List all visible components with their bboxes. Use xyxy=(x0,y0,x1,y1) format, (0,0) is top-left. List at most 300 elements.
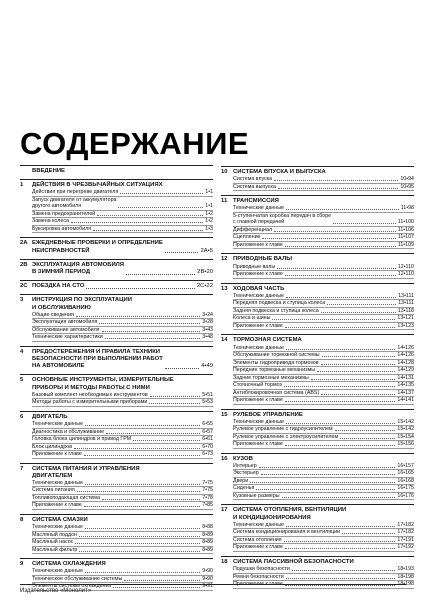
dot-leader xyxy=(286,423,395,424)
section-page-number: 2A•5 xyxy=(200,247,213,254)
entry-page-number: 15•142 xyxy=(397,426,414,433)
dot-leader xyxy=(120,193,203,194)
entry-page-number: 10•94 xyxy=(400,176,414,183)
section-heading-text xyxy=(32,561,213,568)
entry-title: Топливоподающая система xyxy=(32,494,100,501)
entry-title: Стояночный тормоз xyxy=(233,382,282,389)
section-title-row xyxy=(32,168,213,175)
toc-section xyxy=(221,409,414,449)
entry-page-number: 1•1 xyxy=(205,203,213,210)
entry-title: Блок цилиндров xyxy=(32,443,73,450)
dot-leader xyxy=(84,506,200,507)
entry-page-number: 14•131 xyxy=(397,374,414,381)
section-heading[interactable] xyxy=(20,466,213,480)
entry-page-number: 7•78 xyxy=(202,494,213,501)
dot-leader xyxy=(286,209,399,210)
section-title-row xyxy=(233,256,414,263)
entry-title: Система отопления xyxy=(233,536,282,543)
section-title: ДЕЙСТВИЯ В ЧРЕЗВЫЧАЙНЫХ СИТУАЦИЯХ xyxy=(32,182,163,189)
toc-entry[interactable] xyxy=(233,234,414,242)
toc-section xyxy=(20,259,213,276)
section-heading-text xyxy=(233,198,414,205)
entry-page-number: 14•126 xyxy=(397,352,414,359)
section-heading-text xyxy=(32,297,213,311)
entry-page-number: 13•121 xyxy=(397,315,414,322)
toc-entry[interactable] xyxy=(233,213,414,227)
dot-leader xyxy=(333,223,396,224)
section-title: КУЗОВ xyxy=(233,455,253,462)
section-number: 11 xyxy=(221,198,228,205)
dot-leader xyxy=(286,349,395,350)
toc-entry[interactable] xyxy=(32,502,213,510)
toc-entry[interactable] xyxy=(233,205,414,213)
section-heading[interactable] xyxy=(20,517,213,524)
entry-page-number: 14•128 xyxy=(397,359,414,366)
section-heading[interactable] xyxy=(20,283,213,290)
toc-entry[interactable] xyxy=(32,399,213,407)
entry-title: Масляный насос xyxy=(32,539,74,546)
section-title: СИСТЕМА СМАЗКИ xyxy=(32,516,88,523)
toc-section xyxy=(20,179,213,233)
entry-page-number: 6•55 xyxy=(202,421,213,428)
toc-entry[interactable] xyxy=(233,308,414,316)
toc-entry[interactable] xyxy=(233,485,414,493)
section-heading[interactable] xyxy=(221,337,414,344)
toc-entry[interactable] xyxy=(233,345,414,353)
section-number: 1 xyxy=(20,182,24,189)
entry-title: Сиденья xyxy=(233,485,255,492)
section-heading-text xyxy=(32,377,213,391)
toc-entry[interactable] xyxy=(233,566,414,574)
toc-entry[interactable] xyxy=(32,312,213,320)
entry-title: Элементы гидропривода тормозов xyxy=(233,359,319,366)
toc-entry[interactable] xyxy=(233,529,414,537)
section-heading[interactable] xyxy=(20,297,213,311)
toc-entry[interactable] xyxy=(233,426,414,434)
toc-section xyxy=(20,346,213,371)
toc-entry[interactable] xyxy=(32,539,213,547)
toc-entry[interactable] xyxy=(233,367,414,375)
toc-entry[interactable] xyxy=(233,227,414,235)
toc-entry[interactable] xyxy=(233,537,414,545)
entry-title: 5-ступенчатая коробка передач в сборе с главной передачей xyxy=(233,212,332,226)
toc-entry[interactable] xyxy=(233,574,414,582)
section-title: СИСТЕМА ОХЛАЖДЕНИЯ xyxy=(32,561,106,568)
section-items xyxy=(221,264,414,279)
section-heading-text xyxy=(233,559,414,566)
toc-entry[interactable] xyxy=(32,480,213,488)
toc-entry[interactable] xyxy=(32,451,213,459)
entry-title: Технические данные xyxy=(32,568,83,575)
entry-page-number: 16•175 xyxy=(397,485,414,492)
dot-leader xyxy=(322,356,396,357)
toc-entry[interactable] xyxy=(233,419,414,427)
toc-entry[interactable] xyxy=(233,441,414,449)
toc-entry[interactable] xyxy=(233,300,414,308)
toc-section xyxy=(221,195,414,249)
section-title-row xyxy=(32,561,213,568)
section-heading[interactable] xyxy=(20,414,213,421)
entry-page-number: 12•110 xyxy=(397,271,414,278)
toc-entry[interactable] xyxy=(32,334,213,342)
toc-section xyxy=(221,253,414,278)
toc-section xyxy=(221,334,414,404)
dot-leader xyxy=(327,304,396,305)
entry-title: Колеса и шины xyxy=(233,315,271,322)
entry-title: Приложение к главе xyxy=(233,241,283,248)
section-number: 2A xyxy=(20,240,28,247)
entry-page-number: 18•193 xyxy=(397,566,414,573)
entry-page-number: 11•106 xyxy=(397,226,414,233)
section-number: 7 xyxy=(20,465,24,472)
entry-title: Передняя подвеска и ступица колеса xyxy=(233,300,326,307)
section-items xyxy=(20,524,213,554)
toc-entry[interactable] xyxy=(233,463,414,471)
toc-entry[interactable] xyxy=(233,360,414,368)
entry-page-number: 5•53 xyxy=(202,399,213,406)
dot-leader xyxy=(124,580,200,581)
entry-title: Ремни безопасности xyxy=(233,573,284,580)
section-items xyxy=(20,480,213,510)
dot-leader xyxy=(97,215,203,216)
section-heading[interactable] xyxy=(221,412,414,419)
section-number: 9 xyxy=(20,561,24,568)
section-number: 6 xyxy=(20,413,24,420)
entry-title: Передние тормозные механизмы xyxy=(233,367,316,374)
section-items xyxy=(221,463,414,501)
toc-section xyxy=(20,280,213,290)
dot-leader xyxy=(85,484,200,485)
entry-title: Сцепление xyxy=(233,234,261,241)
entry-page-number: 8•89 xyxy=(202,546,213,553)
section-title: ТРАНСМИССИЯ xyxy=(233,198,279,205)
toc-section xyxy=(221,504,414,551)
toc-entry[interactable] xyxy=(233,434,414,442)
toc-entry[interactable] xyxy=(32,568,213,576)
dot-leader xyxy=(335,430,396,431)
entry-title: Запуск двигателя от аккумулятора другого автомобиля xyxy=(32,196,117,210)
entry-page-number: 6•57 xyxy=(202,428,213,435)
section-heading[interactable] xyxy=(20,240,213,254)
toc-entry[interactable] xyxy=(233,382,414,390)
entry-title: Технические данные xyxy=(233,205,284,212)
entry-title: Двери xyxy=(233,477,249,484)
section-heading-text xyxy=(233,256,414,263)
toc-section xyxy=(20,374,213,406)
entry-title: Масляный поддон xyxy=(32,531,77,538)
section-title-row xyxy=(233,337,414,344)
section-title: ЕЖЕДНЕВНЫЕ ПРОВЕРКИ И ОПРЕДЕЛЕНИЕ НЕИСПРАВНОСТЕЙ xyxy=(32,240,163,254)
section-number: 5 xyxy=(20,377,24,384)
toc-entry[interactable] xyxy=(233,264,414,272)
section-number: 2B xyxy=(20,261,28,268)
entry-title: Замена предохранителей xyxy=(32,210,96,217)
entry-page-number: 17•191 xyxy=(397,536,414,543)
toc-entry[interactable] xyxy=(233,293,414,301)
section-title: ЭКСПЛУАТАЦИЯ АВТОМОБИЛЯ В ЗИМНИЙ ПЕРИОД xyxy=(32,261,125,276)
toc-entry[interactable] xyxy=(32,421,213,429)
section-heading[interactable] xyxy=(20,561,213,568)
dot-leader xyxy=(93,230,203,231)
toc-entry[interactable] xyxy=(32,429,213,437)
section-title-row xyxy=(233,286,414,293)
dot-leader xyxy=(105,338,201,339)
section-heading[interactable] xyxy=(20,377,213,391)
dot-leader xyxy=(282,497,396,498)
section-title: ИНСТРУКЦИЯ ПО ЭКСПЛУАТАЦИИ И ОБСЛУЖИВАНИЮ xyxy=(32,297,132,311)
entry-title: Рулевое управление с гидроусилителем xyxy=(233,426,333,433)
dot-leader xyxy=(286,578,396,579)
entry-title: Диагностика и обслуживание xyxy=(32,428,105,435)
section-heading[interactable] xyxy=(221,198,414,205)
entry-title: Приводные валы xyxy=(233,263,276,270)
dot-leader xyxy=(284,386,396,387)
section-title-row xyxy=(32,377,213,391)
entry-title: Технические данные xyxy=(233,292,284,299)
toc-entry[interactable] xyxy=(32,547,213,555)
dot-leader xyxy=(149,403,200,404)
section-items xyxy=(221,293,414,331)
section-title-row xyxy=(32,283,213,290)
entry-page-number: 7•75 xyxy=(202,487,213,494)
toc-entry[interactable] xyxy=(32,524,213,532)
dot-leader xyxy=(340,438,395,439)
dot-leader xyxy=(102,499,200,500)
entry-page-number: 13•111 xyxy=(398,292,414,299)
toc-entry[interactable] xyxy=(233,315,414,323)
entry-page-number: 5•51 xyxy=(202,391,213,398)
entry-title: Технические данные xyxy=(233,418,284,425)
section-title: ВВЕДЕНИЕ xyxy=(32,168,65,174)
entry-page-number: 3•28 xyxy=(202,319,213,326)
dot-leader xyxy=(79,536,200,537)
toc-entry[interactable] xyxy=(32,495,213,503)
section-heading-text xyxy=(32,466,213,480)
section-title: СИСТЕМА ПИТАНИЯ И УПРАВЛЕНИЯ ДВИГАТЕЛЕМ xyxy=(32,465,140,479)
toc-entry[interactable] xyxy=(32,226,213,234)
entry-title: Приложение к главе xyxy=(32,502,82,509)
toc-entry[interactable] xyxy=(233,242,414,250)
entry-page-number: 6•70 xyxy=(202,443,213,450)
entry-title: Приложение к главе xyxy=(233,441,283,448)
entry-page-number: 13•111 xyxy=(398,300,414,307)
publisher-footer: Издательство «Монолит» xyxy=(20,584,406,594)
dot-leader xyxy=(76,316,200,317)
section-heading[interactable] xyxy=(20,168,213,175)
dot-leader xyxy=(317,371,395,372)
section-heading-text xyxy=(32,168,213,175)
entry-title: Буксировка автомобиля xyxy=(32,225,92,232)
section-title-row xyxy=(233,198,414,205)
dot-leader xyxy=(292,570,396,571)
section-heading[interactable] xyxy=(221,507,414,521)
section-heading[interactable] xyxy=(221,286,414,293)
entry-page-number: 9•90 xyxy=(202,568,213,575)
entry-page-number: 14•135 xyxy=(397,382,414,389)
toc-entry[interactable] xyxy=(32,576,213,584)
entry-title: Обслуживание автомобиля xyxy=(32,326,100,333)
section-items xyxy=(20,421,213,459)
entry-page-number: 6•73 xyxy=(202,451,213,458)
entry-page-number: 14•137 xyxy=(397,389,414,396)
entry-page-number: 1•2 xyxy=(205,210,213,217)
dot-leader xyxy=(86,288,194,289)
dot-leader xyxy=(165,252,199,253)
section-heading-text xyxy=(32,283,213,290)
entry-title: Приложение к главе xyxy=(233,544,283,551)
entry-page-number: 17•192 xyxy=(397,544,414,551)
section-number: 2C xyxy=(20,283,28,290)
toc-entry[interactable] xyxy=(233,323,414,331)
section-heading[interactable] xyxy=(20,262,213,276)
entry-title: Эксплуатация автомобиля xyxy=(32,319,98,326)
toc-entry[interactable] xyxy=(32,436,213,444)
toc-entry[interactable] xyxy=(32,487,213,495)
toc-entry[interactable] xyxy=(32,327,213,335)
dot-leader xyxy=(102,331,201,332)
entry-title: Технические данные xyxy=(32,421,83,428)
section-title-row xyxy=(233,412,414,419)
entry-page-number: 12•110 xyxy=(397,263,414,270)
toc-entry[interactable] xyxy=(233,176,414,184)
section-title: ПОЕЗДКА НА СТО xyxy=(32,283,85,290)
section-items xyxy=(20,312,213,342)
dot-leader xyxy=(74,448,200,449)
section-title-row xyxy=(233,456,414,463)
toc-entry[interactable] xyxy=(32,392,213,400)
toc-entry[interactable] xyxy=(32,211,213,219)
entry-title: Задняя подвеска и ступица колеса xyxy=(233,307,319,314)
dot-leader xyxy=(75,543,200,544)
entry-page-number: 8•89 xyxy=(202,531,213,538)
entry-title: Техническое обслуживание системы xyxy=(32,575,123,582)
toc-left-column xyxy=(20,165,213,595)
section-heading[interactable] xyxy=(221,256,414,263)
section-title-row xyxy=(233,559,414,566)
entry-title: Система питания xyxy=(32,487,75,494)
section-number: 10 xyxy=(221,169,228,175)
toc-entry[interactable] xyxy=(233,397,414,405)
section-title-row xyxy=(32,297,213,311)
entry-title: Приложение к главе xyxy=(233,581,283,588)
section-heading[interactable] xyxy=(20,349,213,371)
entry-title: Задние тормозные механизмы xyxy=(233,374,309,381)
entry-title: Общие сведения xyxy=(32,311,74,318)
toc-entry[interactable] xyxy=(233,470,414,478)
toc-entry[interactable] xyxy=(32,189,213,197)
dot-leader xyxy=(285,401,396,402)
entry-page-number: 16•165 xyxy=(397,470,414,477)
entry-title: Кузовные размеры xyxy=(233,492,280,499)
section-heading-text xyxy=(233,507,414,521)
toc-section xyxy=(20,514,213,554)
dot-leader xyxy=(118,207,203,208)
entry-page-number: 1•2 xyxy=(205,218,213,225)
toc-entry[interactable] xyxy=(233,522,414,530)
entry-title: Действия при перегреве двигателя xyxy=(32,189,119,196)
toc-entry[interactable] xyxy=(233,493,414,501)
entry-title: Дифференциал xyxy=(233,226,273,233)
section-heading-text xyxy=(233,412,414,419)
entry-page-number: 16•157 xyxy=(397,462,414,469)
toc-entry[interactable] xyxy=(233,184,414,192)
section-title: СИСТЕМА ВПУСКА И ВЫПУСКА xyxy=(233,169,326,175)
entry-title: Технические данные xyxy=(32,479,83,486)
section-title-row xyxy=(32,262,213,276)
entry-title: Технические данные xyxy=(233,521,284,528)
toc-entry[interactable] xyxy=(32,444,213,452)
toc-entry[interactable] xyxy=(32,218,213,226)
toc-entry[interactable] xyxy=(233,375,414,383)
toc-entry[interactable] xyxy=(32,319,213,327)
section-items xyxy=(221,345,414,405)
entry-page-number: 6•61 xyxy=(202,436,213,443)
entry-page-number: 14•141 xyxy=(397,397,414,404)
toc-entry[interactable] xyxy=(32,197,213,211)
dot-leader xyxy=(272,319,395,320)
section-title-row xyxy=(233,169,414,176)
toc-entry[interactable] xyxy=(233,544,414,552)
entry-title: Замена колеса xyxy=(32,218,69,225)
dot-leader xyxy=(285,327,396,328)
dot-leader xyxy=(85,572,200,573)
dot-leader xyxy=(286,297,396,298)
section-page-number: 4•49 xyxy=(201,363,213,370)
dot-leader xyxy=(321,312,396,313)
entry-page-number: 11•100 xyxy=(397,219,414,226)
section-title-row xyxy=(32,414,213,421)
section-heading-text xyxy=(32,240,213,254)
entry-title: Базовый комплект необходимых инструментов xyxy=(32,391,148,398)
entry-title: Антиблокировочная система (ABS) xyxy=(233,389,320,396)
entry-page-number: 18•198 xyxy=(397,573,414,580)
entry-title: Технические характеристики xyxy=(32,334,103,341)
section-title: ПРИВОДНЫЕ ВАЛЫ xyxy=(233,256,292,263)
toc-entry[interactable] xyxy=(233,390,414,398)
entry-page-number: 17•182 xyxy=(397,521,414,528)
dot-leader xyxy=(261,474,396,475)
entry-page-number: 11•109 xyxy=(397,241,414,248)
toc-section xyxy=(20,294,213,341)
dot-leader xyxy=(274,180,398,181)
toc-entry[interactable] xyxy=(233,478,414,486)
section-items xyxy=(221,522,414,552)
toc-entry[interactable] xyxy=(233,352,414,360)
dot-leader xyxy=(285,445,396,446)
dot-leader xyxy=(250,482,395,483)
entry-page-number: 17•182 xyxy=(397,529,414,536)
entry-page-number: 1•1 xyxy=(205,189,213,196)
toc-section xyxy=(20,411,213,459)
section-title: ОСНОВНЫЕ ИНСТРУМЕНТЫ, ИЗМЕРИТЕЛЬНЫЕ ПРИБОРЫ И МЕТОДЫ РАБОТЫ С НИМИ xyxy=(32,377,174,391)
entry-title: Подушки безопасности xyxy=(233,566,290,573)
dot-leader xyxy=(259,467,396,468)
dot-leader xyxy=(85,425,200,426)
section-heading-text xyxy=(233,286,414,293)
entry-title: Технические данные xyxy=(32,524,83,531)
section-heading[interactable] xyxy=(221,559,414,566)
entry-page-number: 15•154 xyxy=(397,433,414,440)
entry-page-number: 7•75 xyxy=(202,479,213,486)
dot-leader xyxy=(321,394,395,395)
section-heading[interactable] xyxy=(221,169,414,176)
dot-leader xyxy=(278,188,398,189)
entry-title: Технические данные xyxy=(233,344,284,351)
entry-page-number: 15•142 xyxy=(397,418,414,425)
section-heading[interactable] xyxy=(221,456,414,463)
toc-entry[interactable] xyxy=(233,271,414,279)
entry-title: Приложение к главе xyxy=(233,397,283,404)
